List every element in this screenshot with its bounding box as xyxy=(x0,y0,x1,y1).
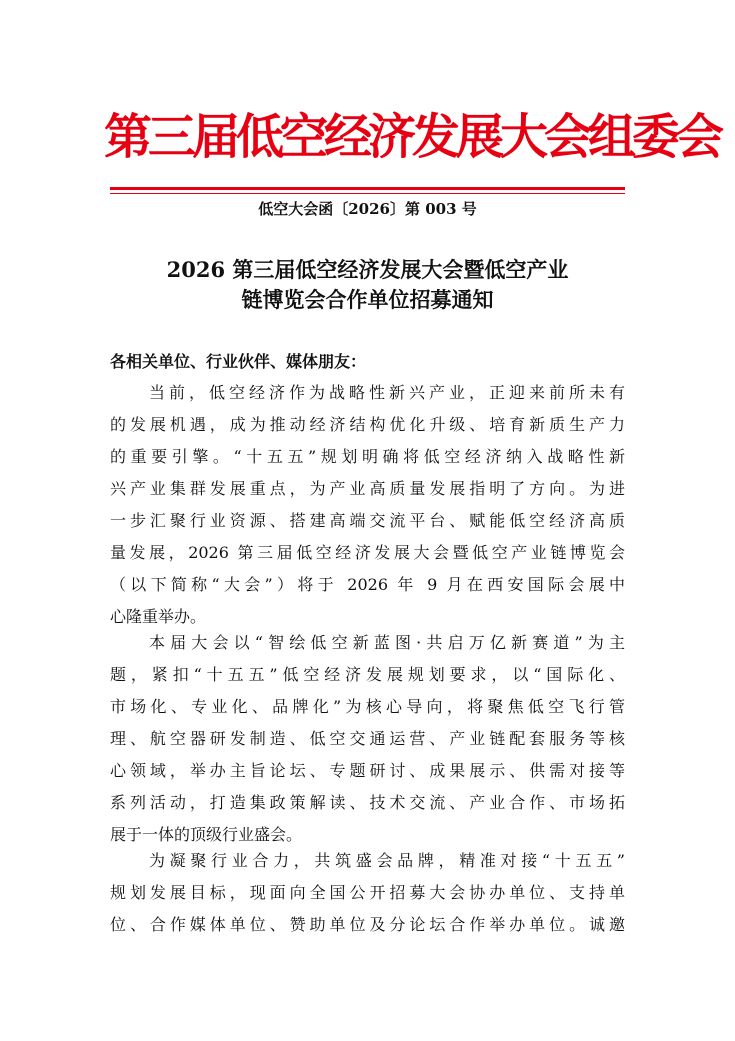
paragraph-line: 位、合作媒体单位、赞助单位及分论坛合作举办单位。诚邀 xyxy=(110,915,625,934)
notice-title-line-1: 2026 第三届低空经济发展大会暨低空产业 xyxy=(166,257,569,282)
paragraph-line: 本届大会以“智绘低空新蓝图·共启万亿新赛道”为主 xyxy=(149,633,625,652)
paragraph-line: （以下简称“大会”）将于 2026 年 9 月在西安国际会展中 xyxy=(110,575,625,594)
header-rule-thick xyxy=(110,187,625,190)
paragraph-line: 题，紧扣“十五五”低空经济发展规划要求，以“国际化、 xyxy=(110,665,625,684)
paragraph-line: 一步汇聚行业资源、搭建高端交流平台、赋能低空经济高质 xyxy=(110,511,625,530)
paragraph-line: 为凝聚行业合力，共筑盛会品牌，精准对接“十五五” xyxy=(149,851,625,870)
paragraph-line: 兴产业集群发展重点，为产业高质量发展指明了方向。为进 xyxy=(110,479,625,498)
paragraph-line: 心隆重举办。 xyxy=(110,607,207,626)
header-rule-thin xyxy=(110,193,625,194)
organization-header: 第三届低空经济发展大会组委会 xyxy=(104,109,721,165)
paragraph-line: 的重要引擎。“十五五”规划明确将低空经济纳入战略性新 xyxy=(110,447,625,466)
salutation: 各相关单位、行业伙伴、媒体朋友： xyxy=(110,352,367,371)
paragraph-line: 展于一体的顶级行业盛会。 xyxy=(110,825,303,844)
paragraph-line: 心领域，举办主旨论坛、专题研讨、成果展示、供需对接等 xyxy=(110,761,625,780)
paragraph-line: 规划发展目标，现面向全国公开招募大会协办单位、支持单 xyxy=(110,883,625,902)
paragraph-line: 量发展，2026 第三届低空经济发展大会暨低空产业链博览会 xyxy=(110,543,625,562)
paragraph-line: 系列活动，打造集政策解读、技术交流、产业合作、市场拓 xyxy=(110,793,625,812)
document-number: 低空大会函〔2026〕第 003 号 xyxy=(258,200,477,218)
notice-title-line-2: 链博览会合作单位招募通知 xyxy=(241,287,494,312)
paragraph-line: 理、航空器研发制造、低空交通运营、产业链配套服务等核 xyxy=(110,729,625,748)
paragraph-line: 的发展机遇，成为推动经济结构优化升级、培育新质生产力 xyxy=(110,415,625,434)
paragraph-line: 当前，低空经济作为战略性新兴产业，正迎来前所未有 xyxy=(149,383,625,402)
paragraph-line: 市场化、专业化、品牌化”为核心导向，将聚焦低空飞行管 xyxy=(110,697,625,716)
